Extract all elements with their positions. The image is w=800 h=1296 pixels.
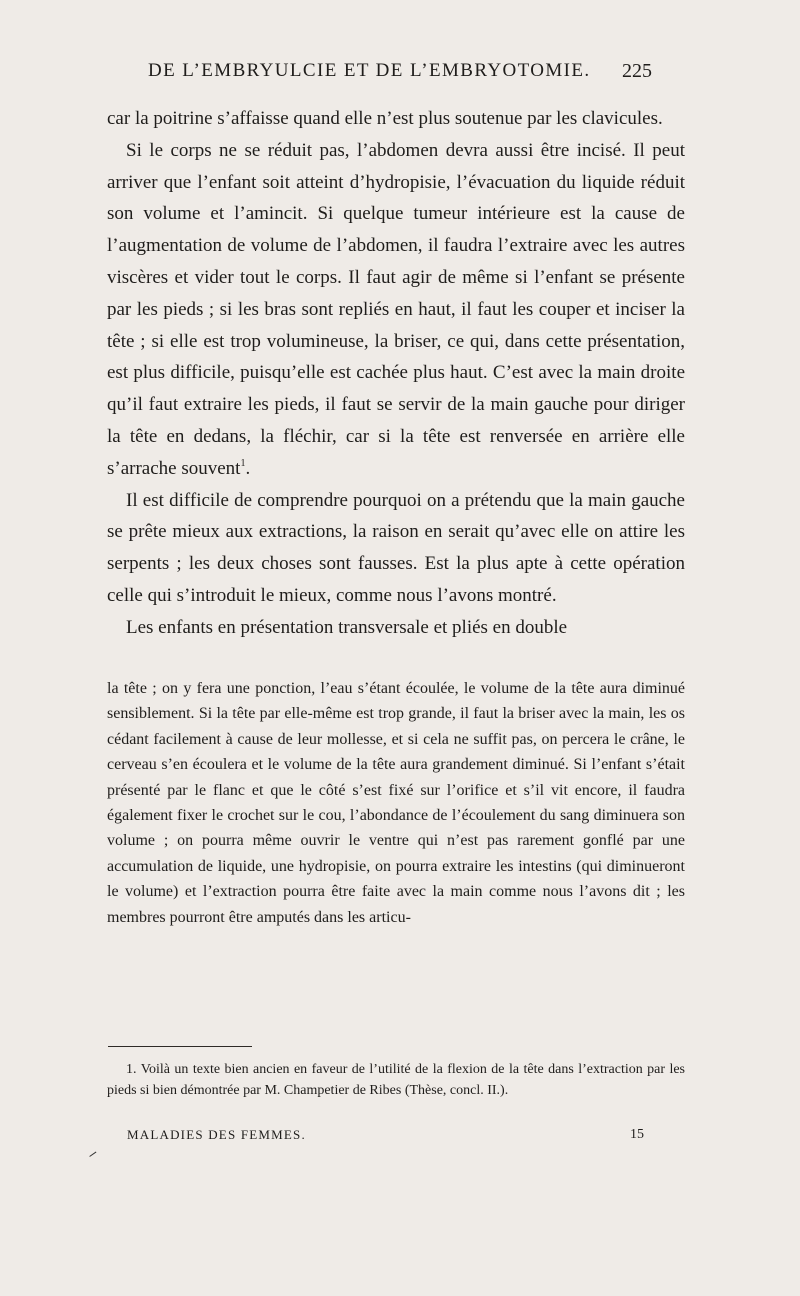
paragraph-3: Il est difficile de comprendre pourquoi on a prétendu que la main gauche se prête mieux aux extractions, la raison en serait qu’avec elle on attire les serpents ; les deux choses sont fausses. Est la plus apte à cette opération celle qui s’introduit le mieux, comme nous l’avons montré. bbox=[107, 489, 685, 606]
small-text-paragraph: la tête ; on y fera une ponction, l’eau s’étant écoulée, le volume de la tête aura diminué sensiblement. Si la tête par elle-même est trop grande, il faut la briser avec la main, les os cédant facilement à cause de leur mollesse, et si cela ne suffit pas, on percera le crâne, le cerveau s’en écoulera et le volume de la tête aura grandement diminué. Si l’enfant s’était présenté par le flanc et que le côté s’est fixé sur l’orifice et s’il vit encore, il faudra également fixer le crochet sur le cou, l’abondance de l’écoulement du sang diminuera son volume ; on pourra même ouvrir le ventre qui n’est pas rarement gonflé par une accumulation de liquide, une hydropisie, on pourra extraire les intestins (qui diminueront le volume) et l’extraction pourra être faite avec la main comme nous l’avons dit ; les membres pourront être amputés dans les articu- bbox=[107, 680, 685, 926]
small-text-passage bbox=[107, 676, 685, 930]
footnote-number: 1. bbox=[126, 1062, 137, 1077]
signature-number: 15 bbox=[630, 1127, 644, 1142]
footnote-text: Voilà un texte bien ancien en faveur de l’utilité de la flexion de la tête dans l’extraction par les pieds si bien démontrée par M. Champetier de Ribes (Thèse, concl. II.). bbox=[107, 1062, 686, 1098]
main-text bbox=[107, 103, 685, 644]
footnote-divider bbox=[108, 1046, 252, 1047]
paragraph-2-text: Si le corps ne se réduit pas, l’abdomen devra aussi être incisé. Il peut arriver que l’enfant soit atteint d’hydropisie, l’évacuation du liquide réduit son volume et l’amincit. Si quelque tumeur intérieure est la cause de l’augmentation de volume de l’abdomen, il faudra l’extraire avec les autres viscères et vider tout le corps. Il faut agir de même si l’enfant se présente par les pieds ; si les bras sont repliés en haut, il faut les couper et inciser la tête ; si elle est trop volumineuse, la briser, ce qui, dans cette présentation, est plus difficile, puisqu’elle est cachée plus haut. C’est avec la main droite qu’il faut extraire les pieds, il faut se servir de la main gauche pour diriger la tête en dedans, la fléchir, car si la tête est renversée en arrière elle s’arrache souvent bbox=[107, 139, 685, 479]
footnote-paragraph bbox=[107, 1060, 685, 1101]
paragraph-4: Les enfants en présentation transversale et pliés en double bbox=[126, 616, 568, 638]
footnote-reference: 1 bbox=[240, 457, 246, 469]
page-number: 225 bbox=[622, 60, 652, 82]
pen-mark bbox=[88, 1149, 97, 1157]
paragraph-1: car la poitrine s’affaisse quand elle n’est plus soutenue par les clavicules. bbox=[107, 108, 663, 129]
page-header bbox=[0, 60, 800, 90]
footnote bbox=[107, 1060, 685, 1101]
running-title: DE L’EMBRYULCIE ET DE L’EMBRYOTOMIE. bbox=[148, 60, 591, 81]
paragraph-2-period: . bbox=[245, 457, 251, 479]
paragraph-2 bbox=[107, 135, 685, 485]
signature-line: MALADIES DES FEMMES. bbox=[127, 1127, 306, 1142]
